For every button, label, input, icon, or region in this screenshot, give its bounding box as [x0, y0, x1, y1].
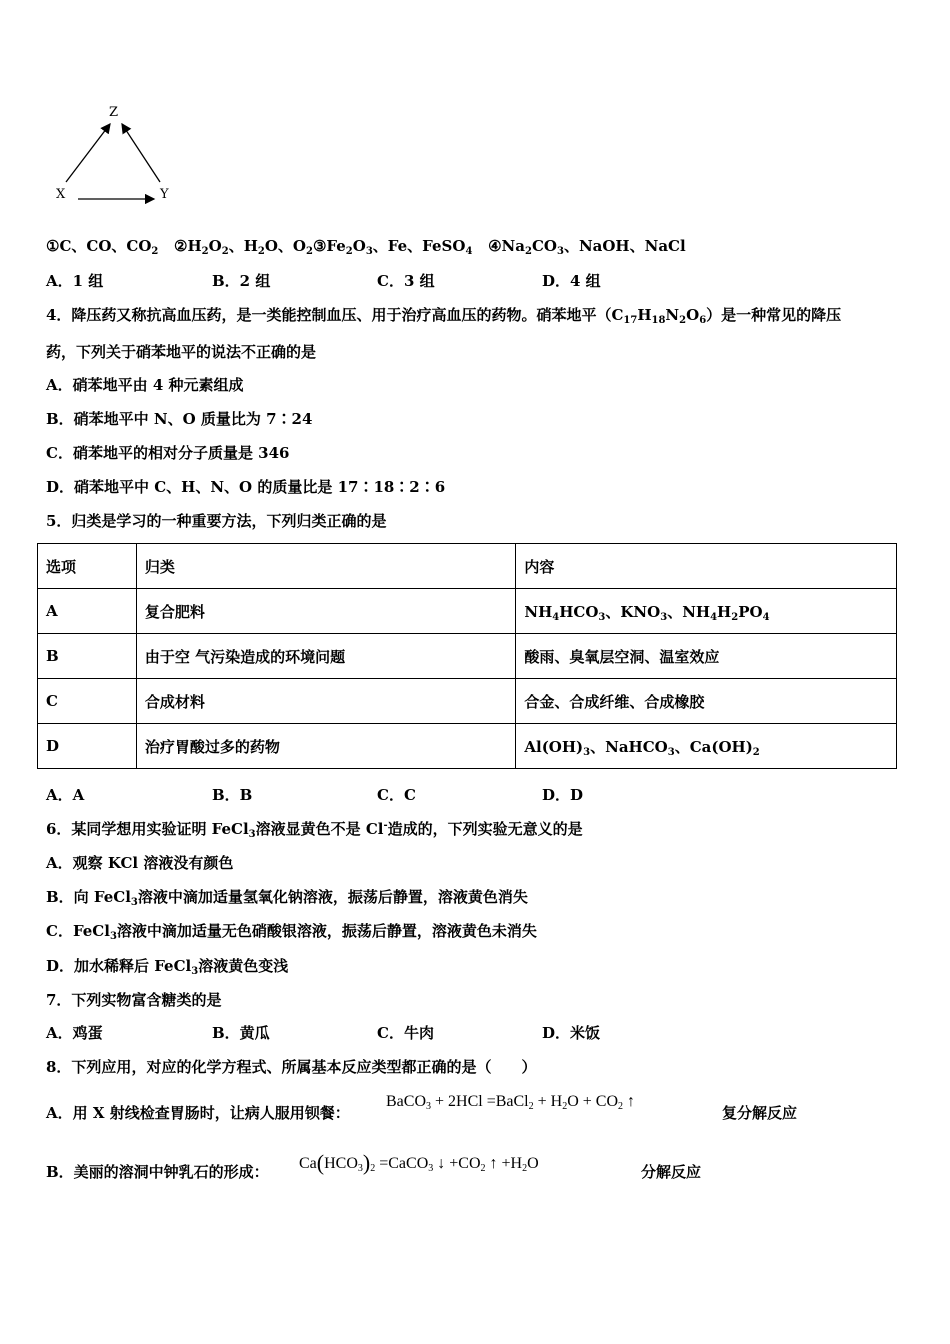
- q4-stem-line1: 4．降压药又称抗高血压药，是一类能控制血压、用于治疗高血压的药物。硝苯地平$(C_{17}H_{18}N_2O_6)$是一种常见的降压: [46, 306, 842, 326]
- q8-option-a-type: 复分解反应: [722, 1104, 798, 1122]
- q8-option-b-type: 分解反应: [641, 1163, 702, 1181]
- row-content: $NH_4HCO_3$、$KNO_3$、$NH_4H_2PO_4$: [516, 589, 897, 634]
- q3-option-b[interactable]: B．2 组: [212, 272, 271, 290]
- q4-option-b[interactable]: B．硝苯地平中 N、O 质量比为 7∶24: [46, 410, 313, 428]
- table-row: [38, 724, 897, 769]
- q5-stem: 5．归类是学习的一种重要方法，下列归类正确的是: [46, 512, 387, 530]
- q7-stem: 7．下列实物富含糖类的是: [46, 991, 222, 1009]
- row-option: A: [38, 589, 137, 634]
- row-option: C: [38, 679, 137, 724]
- q8-stem: 8．下列应用，对应的化学方程式、所属基本反应类型都正确的是（ ）: [46, 1058, 537, 1076]
- q7-option-d[interactable]: D．米饭: [542, 1024, 601, 1042]
- q3-option-d[interactable]: D．4 组: [542, 272, 601, 290]
- q7-option-b[interactable]: B．黄瓜: [212, 1024, 270, 1042]
- classification-table: [37, 543, 897, 769]
- row-content: 酸雨、臭氧层空洞、温室效应: [516, 634, 897, 679]
- diagram-label-y: Y: [160, 187, 169, 202]
- header-content: 内容: [516, 544, 897, 589]
- row-category: 由于空 气污染造成的环境问题: [136, 634, 515, 679]
- arrow-x-to-z: [66, 124, 110, 182]
- q4-stem-line2: 药，下列关于硝苯地平的说法不正确的是: [46, 343, 317, 361]
- q8-option-b-equation: $Ca(HCO_3)_2$ =CaCO$_3$ ↓ $+CO_2$ ↑ $+H_2O$: [299, 1150, 539, 1175]
- q4-option-d[interactable]: D．硝苯地平中 C、H、N、O 的质量比是 17∶18∶2∶6: [46, 478, 446, 496]
- diagram-label-z: Z: [109, 105, 119, 120]
- q5-option-c[interactable]: C．C: [377, 786, 416, 804]
- table-row: [38, 679, 897, 724]
- q6-option-d[interactable]: D．加水稀释后 FeCl$_3$溶液黄色变浅: [46, 957, 289, 977]
- q6-option-a[interactable]: A．观察 KCl 溶液没有颜色: [46, 854, 234, 872]
- q6-option-c[interactable]: C．FeCl$_3$溶液中滴加适量无色硝酸银溶液，振荡后静置，溶液黄色未消失: [46, 922, 537, 942]
- q5-option-b[interactable]: B．B: [212, 786, 253, 804]
- header-option: 选项: [38, 544, 137, 589]
- q4-option-a[interactable]: A．硝苯地平由 4 种元素组成: [46, 376, 244, 394]
- q3-option-c[interactable]: C．3 组: [377, 272, 435, 290]
- q6-option-b[interactable]: B．向 FeCl$_3$溶液中滴加适量氢氧化钠溶液，振荡后静置，溶液黄色消失: [46, 888, 528, 908]
- q8-option-a-equation: BaCO$_3$ + 2HCl =BaCl$_2$ + $H_2O + CO_2$ ↑: [386, 1093, 635, 1112]
- q3-groups-line: ①C、CO、$CO_2$ $②H_2O_2$、$H_2O$、$O_2③Fe_2O_3$、Fe、FeSO$_4$ $④Na_2CO_3$、NaOH、NaCl: [46, 237, 686, 257]
- q3-option-a[interactable]: A．1 组: [46, 272, 104, 290]
- q5-option-a[interactable]: A．A: [46, 786, 85, 804]
- row-option: B: [38, 634, 137, 679]
- arrow-y-to-z: [122, 124, 160, 182]
- table-row: [38, 634, 897, 679]
- table-header-row: [38, 544, 897, 589]
- q7-option-c[interactable]: C．牛肉: [377, 1024, 434, 1042]
- header-category: 归类: [136, 544, 515, 589]
- table-row: [38, 589, 897, 634]
- row-category: 治疗胃酸过多的药物: [136, 724, 515, 769]
- row-category: 合成材料: [136, 679, 515, 724]
- row-option: D: [38, 724, 137, 769]
- q8-option-a-text[interactable]: A．用 X 射线检查胃肠时，让病人服用钡餐：: [46, 1104, 350, 1122]
- row-content: 合金、合成纤维、合成橡胶: [516, 679, 897, 724]
- diagram-label-x: X: [56, 187, 66, 202]
- q4-option-c[interactable]: C．硝苯地平的相对分子质量是 346: [46, 444, 290, 462]
- row-content: $Al(OH)_3$、NaHCO$_3$、$Ca(OH)_2$: [516, 724, 897, 769]
- row-category: 复合肥料: [136, 589, 515, 634]
- q7-option-a[interactable]: A．鸡蛋: [46, 1024, 103, 1042]
- reaction-triangle-diagram: [40, 100, 190, 210]
- q6-stem: 6．某同学想用实验证明 FeCl$_3$溶液显黄色不是 Cl-造成的，下列实验无意义的是: [46, 820, 583, 840]
- q8-option-b-text[interactable]: B．美丽的溶洞中钟乳石的形成：: [46, 1163, 269, 1181]
- q5-option-d[interactable]: D．D: [542, 786, 584, 804]
